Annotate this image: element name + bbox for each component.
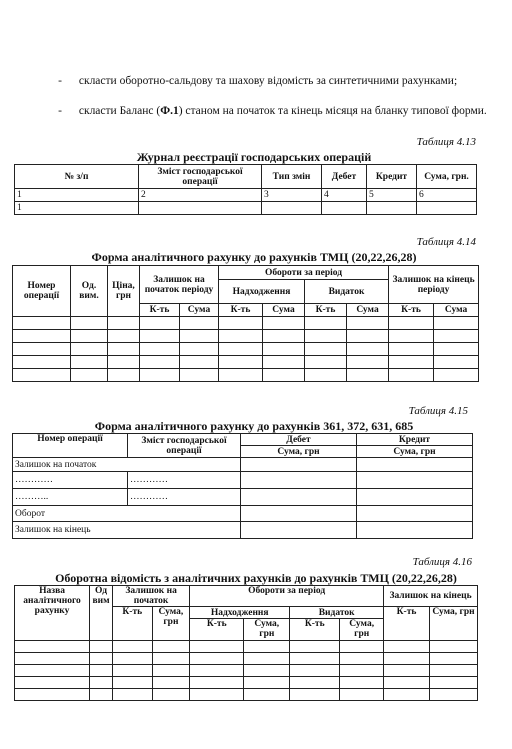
intro-item-1 xyxy=(14,74,494,89)
header-cell: К-ть xyxy=(389,304,434,317)
header-cell: Од. вим. xyxy=(71,266,108,317)
header-cell: № з/п xyxy=(15,165,139,189)
header-cell: К-ть xyxy=(190,619,244,641)
table-cell: Залишок на кінець xyxy=(13,522,241,539)
table-row xyxy=(13,330,479,343)
header-cell: Кредит xyxy=(357,434,473,446)
table-row xyxy=(15,665,478,677)
header-cell: Сума, грн xyxy=(241,446,357,458)
header-cell: Назва аналітичного рахунку xyxy=(15,586,90,641)
caption-4-16: Таблиця 4.16 xyxy=(412,556,472,568)
table-row xyxy=(13,343,479,356)
header-cell: Од вим xyxy=(90,586,113,641)
header-cell: Надходження xyxy=(190,607,290,619)
header-cell: Сума, грн xyxy=(429,607,477,641)
header-cell: Ціна, грн xyxy=(108,266,140,317)
header-cell: Дебет xyxy=(322,165,367,189)
table-cell: 1 xyxy=(15,189,139,202)
table-row xyxy=(13,369,479,382)
table-cell: Залишок на початок xyxy=(13,458,241,472)
caption-4-15: Таблиця 4.15 xyxy=(408,405,468,417)
header-cell: Зміст господарської операції xyxy=(128,434,241,458)
header-cell: Тип змін xyxy=(262,165,322,189)
table-4-16 xyxy=(14,585,478,701)
table-cell: 3 xyxy=(262,189,322,202)
header-cell: Кредит xyxy=(367,165,417,189)
caption-4-14: Таблиця 4.14 xyxy=(416,236,476,248)
header-cell: Сума, грн. xyxy=(417,165,477,189)
table-cell: Оборот xyxy=(13,506,241,522)
table-4-13 xyxy=(14,164,477,215)
title-4-16: Оборотна відомість з аналітичних рахунків до рахунків ТМЦ (20,22,26,28) xyxy=(55,571,457,585)
intro-dash: - xyxy=(58,105,62,117)
header-cell: К-ть xyxy=(140,304,180,317)
table-cell xyxy=(262,202,322,215)
table-cell: 5 xyxy=(367,189,417,202)
table-cell xyxy=(367,202,417,215)
table-cell: 4 xyxy=(322,189,367,202)
header-cell: Видаток xyxy=(305,280,389,304)
header-cell: Сума, грн xyxy=(340,619,384,641)
header-cell: Дебет xyxy=(241,434,357,446)
table-cell xyxy=(417,202,477,215)
table-cell: ………… xyxy=(13,472,128,489)
header-cell: Сума xyxy=(347,304,389,317)
title-4-13: Журнал реєстрації господарських операцій xyxy=(136,150,372,164)
table-row xyxy=(15,689,478,701)
header-cell: Сума xyxy=(263,304,305,317)
header-cell: Обороти за період xyxy=(190,586,384,607)
table-cell: 2 xyxy=(139,189,262,202)
header-cell: К-ть xyxy=(290,619,340,641)
table-row xyxy=(15,677,478,689)
table-cell: ………… xyxy=(128,489,241,506)
table-cell: ………… xyxy=(128,472,241,489)
header-cell: К-ть xyxy=(305,304,347,317)
header-cell: Залишок на початок xyxy=(113,586,190,607)
header-cell: К-ть xyxy=(384,607,430,641)
table-4-15 xyxy=(12,433,473,539)
header-cell: Сума, грн xyxy=(357,446,473,458)
intro-dash: - xyxy=(58,75,62,87)
header-cell: Залишок на кінець xyxy=(384,586,478,607)
header-cell: К-ть xyxy=(113,607,153,641)
intro-text: скласти оборотно-сальдову та шахову відомість за синтетичними рахунками; xyxy=(78,75,458,87)
table-cell: 1 xyxy=(15,202,139,215)
header-cell: Залишок на початок періоду xyxy=(140,266,219,304)
header-cell: Сума, грн xyxy=(244,619,290,641)
caption-4-13: Таблиця 4.13 xyxy=(416,136,476,148)
intro-text-bold: Ф.1 xyxy=(160,105,179,117)
header-cell: Номер операції xyxy=(13,266,71,317)
header-cell: Надходження xyxy=(219,280,305,304)
header-cell: Зміст господарської операції xyxy=(139,165,262,189)
title-4-14: Форма аналітичного рахунку до рахунків ТМЦ (20,22,26,28) xyxy=(91,250,417,264)
intro-text-prefix: скласти Баланс ( xyxy=(78,105,161,117)
intro-item-2 xyxy=(14,104,494,119)
table-row xyxy=(13,317,479,330)
table-cell xyxy=(322,202,367,215)
table-row xyxy=(15,653,478,665)
header-cell: Обороти за період xyxy=(219,266,389,280)
header-cell: Залишок на кінець періоду xyxy=(389,266,479,304)
table-row xyxy=(13,356,479,369)
header-cell: К-ть xyxy=(219,304,263,317)
table-row xyxy=(15,641,478,653)
header-cell: Сума xyxy=(180,304,219,317)
header-cell: Сума, грн xyxy=(152,607,190,641)
header-cell: Сума xyxy=(434,304,479,317)
header-cell: Номер операції xyxy=(13,434,128,458)
table-cell: ……….. xyxy=(13,489,128,506)
title-4-15: Форма аналітичного рахунку до рахунків 361, 372, 631, 685 xyxy=(94,419,414,433)
header-cell: Видаток xyxy=(290,607,384,619)
table-cell xyxy=(139,202,262,215)
table-cell: 6 xyxy=(417,189,477,202)
table-4-14 xyxy=(12,265,479,382)
intro-text-suffix: ) станом на початок та кінець місяця на бланку типової форми. xyxy=(178,105,487,117)
